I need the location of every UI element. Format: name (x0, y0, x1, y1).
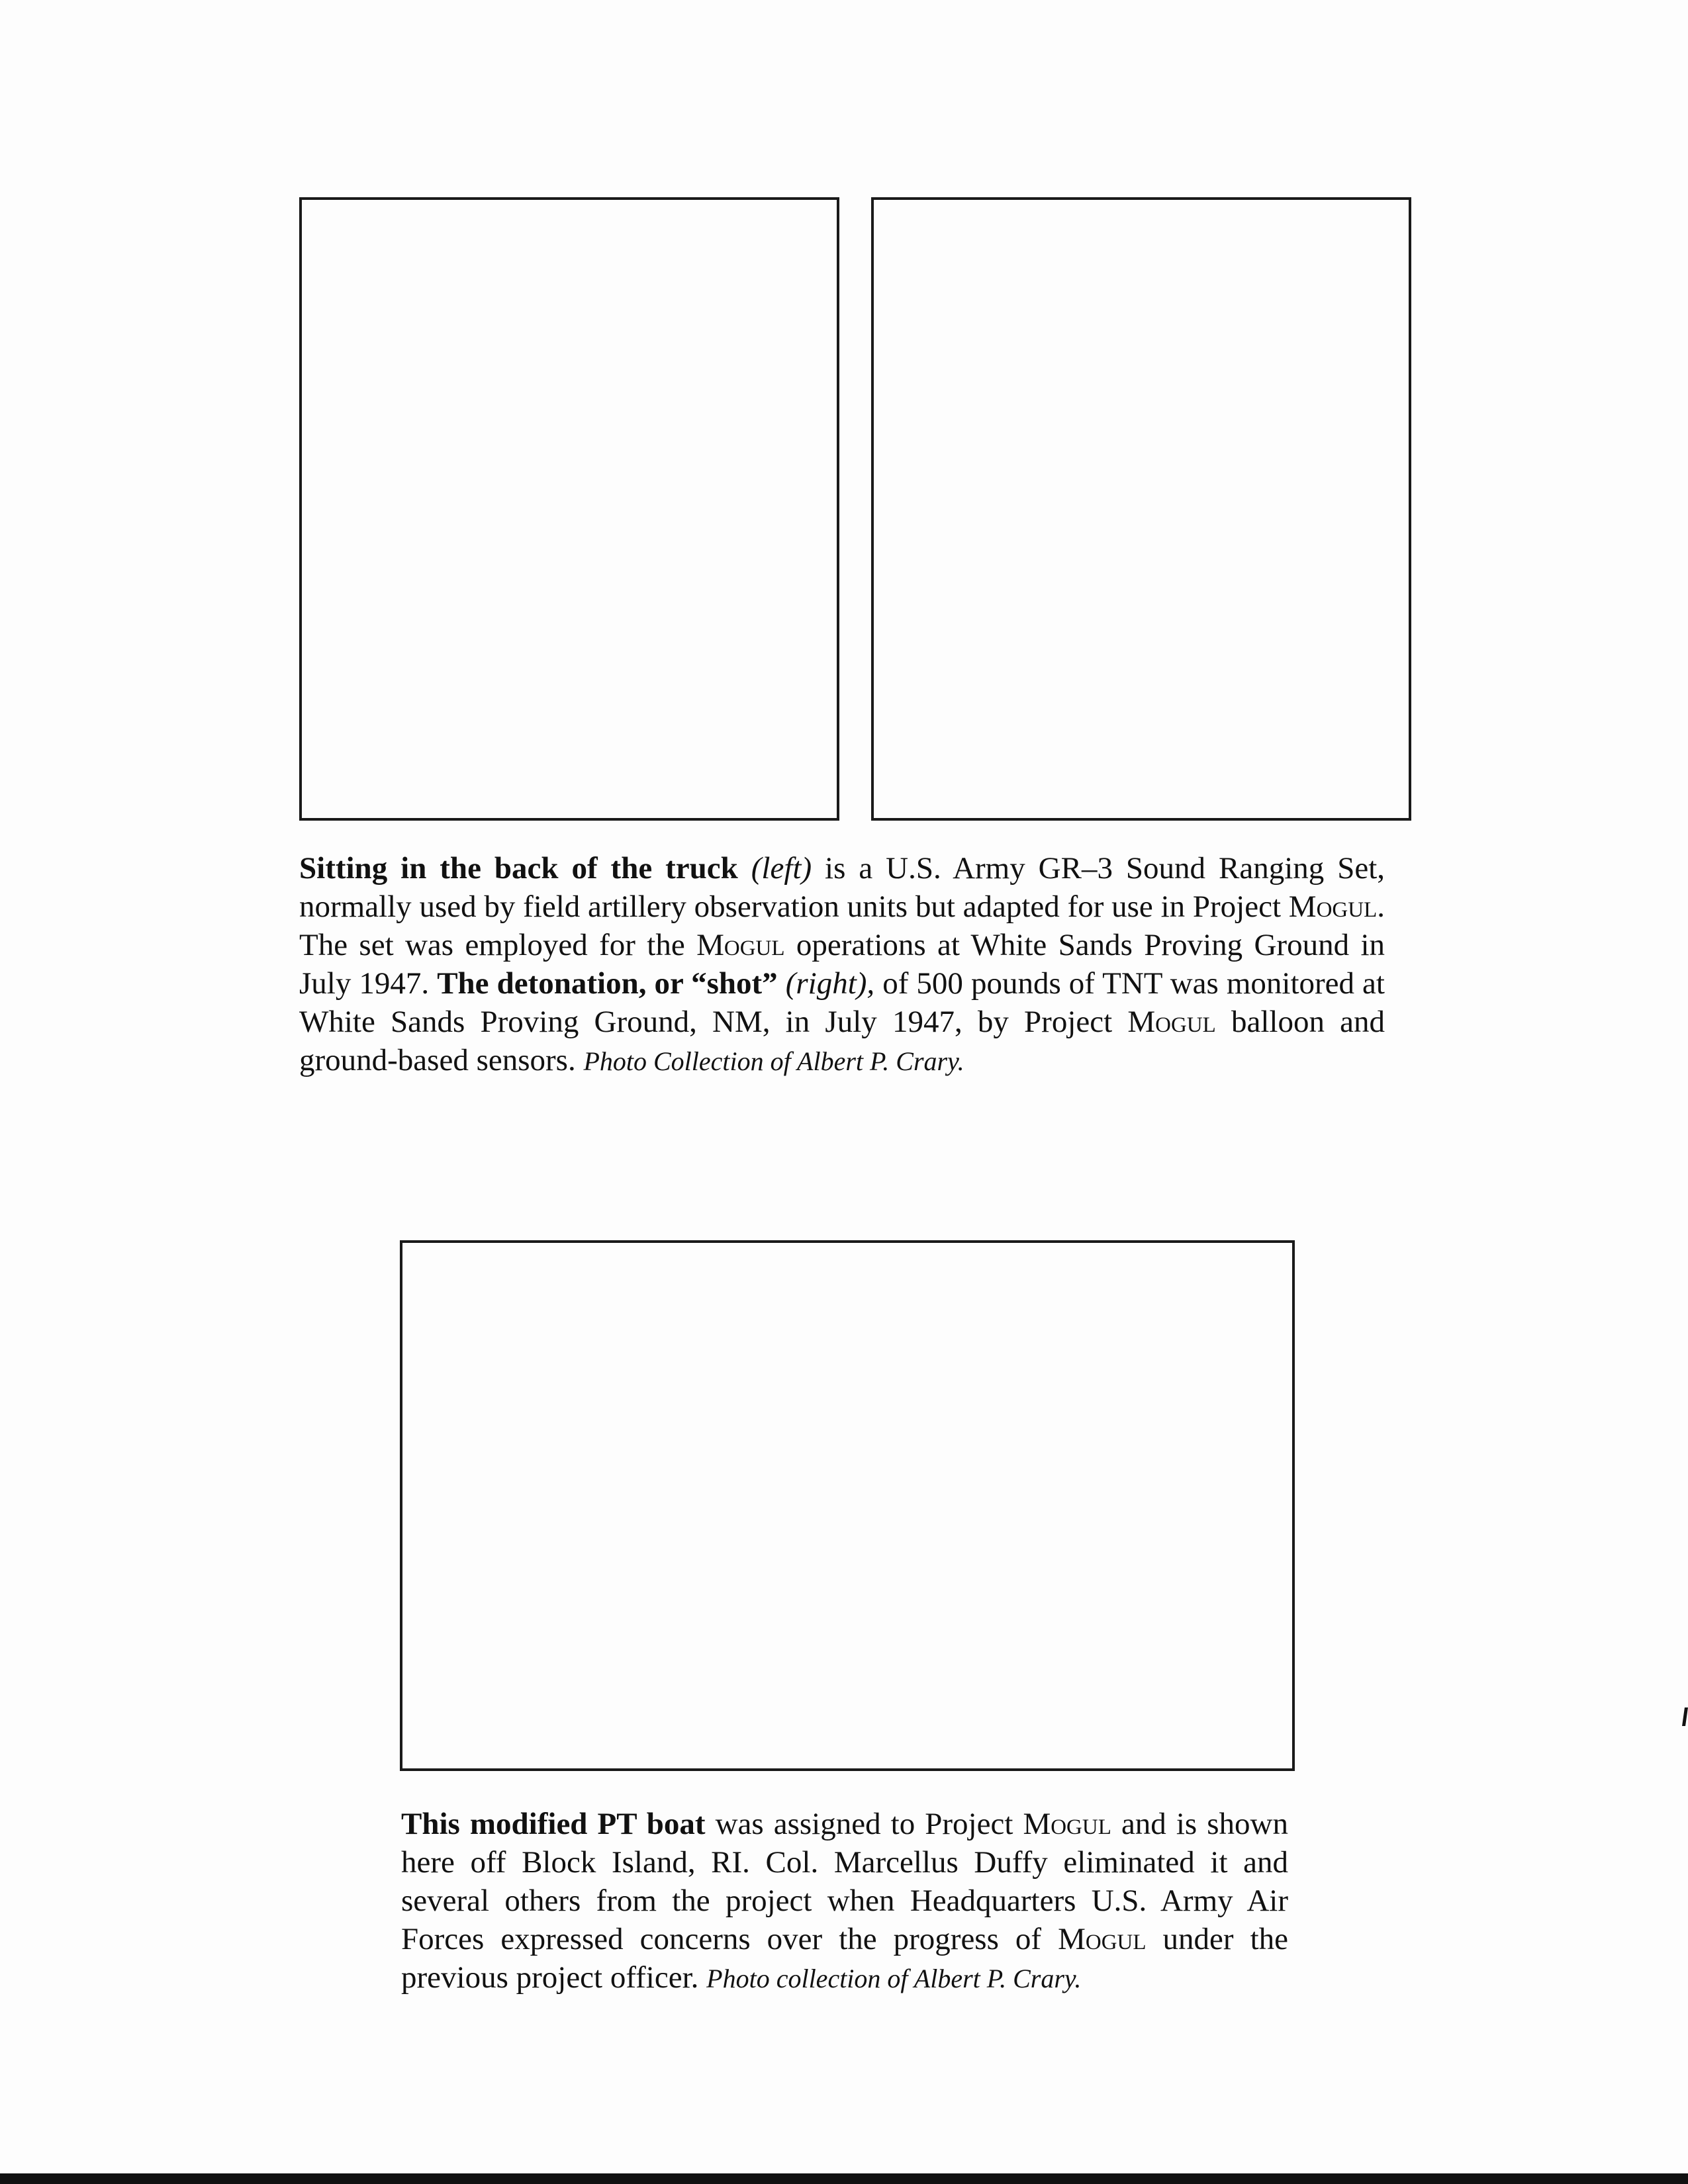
photo-frame-bottom (400, 1240, 1295, 1771)
caption-top-text-4: of 500 pounds of TNT was monitored at White Sands Proving Ground, NM, in July 1947, by Project (299, 966, 1385, 1039)
photo-frame-right (871, 197, 1411, 821)
caption-top-text-1: is a U.S. Army GR–3 Sound Ranging Set, normally used by field artillery observation units but adapted for use in Project (299, 851, 1385, 924)
caption-top-second-lead: The detonation, or “shot” (437, 966, 778, 1001)
caption-bottom-text-2: and is shown here off Block Island, RI. Col. Marcellus Duffy eliminated it and several others from the project when Headquarters U.S. Army Air Forces expressed concerns over the progress of (401, 1807, 1288, 1956)
caption-bottom-credit: Photo collection of Albert P. Crary. (706, 1964, 1082, 1993)
caption-top-credit: Photo Collection of Albert P. Crary. (583, 1046, 964, 1076)
caption-bottom-mogul-2: Mogul (1058, 1922, 1147, 1956)
photo-frame-left (299, 197, 839, 821)
caption-top-direction-right: (right), (785, 966, 875, 1001)
caption-top-text-3: operations at White Sands Proving Ground in July 1947. (299, 928, 1385, 1001)
caption-top-mogul-3: Mogul (1127, 1005, 1216, 1039)
caption-top-text-2: . The set was employed for the (299, 889, 1385, 962)
caption-top-mogul-2: Mogul (696, 928, 785, 962)
caption-bottom (401, 1805, 1288, 1998)
caption-top-lead: Sitting in the back of the truck (299, 851, 738, 886)
caption-top-mogul-1: Mogul (1288, 889, 1378, 924)
caption-top-direction-left: (left) (751, 851, 812, 886)
caption-bottom-text-1: was assigned to Project (705, 1807, 1023, 1841)
caption-top (299, 849, 1385, 1081)
caption-bottom-text-3: under the previous project officer. (401, 1922, 1288, 1995)
scan-edge-mark (1682, 1707, 1688, 1726)
caption-top-text-5: balloon and ground-based sensors. (299, 1005, 1385, 1077)
scan-bottom-edge (0, 2173, 1688, 2184)
caption-bottom-mogul-1: Mogul (1023, 1807, 1111, 1841)
caption-bottom-lead: This modified PT boat (401, 1807, 706, 1841)
